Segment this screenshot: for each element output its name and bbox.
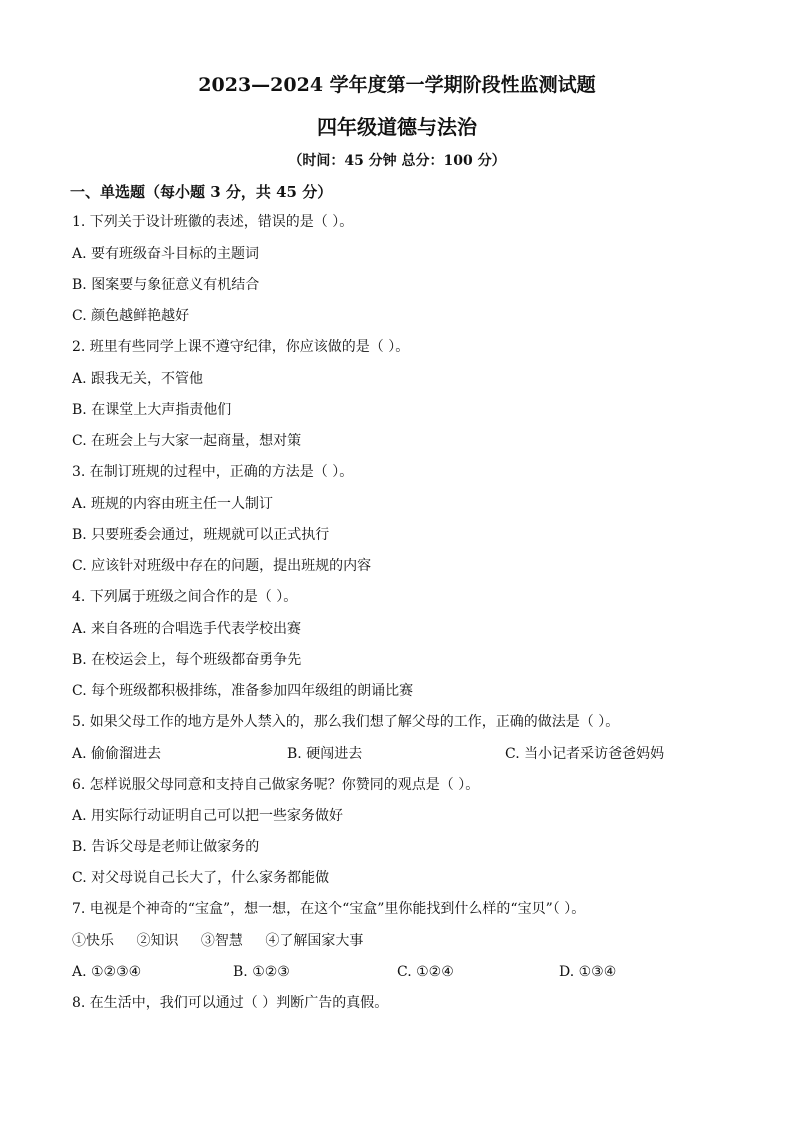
question-4-stem: 4. 下列属于班级之间合作的是（ ）。 (72, 589, 298, 605)
question-7-item-1: ①快乐 (72, 933, 114, 949)
section-heading-single-choice: 一、单选题（每小题 3 分，共 45 分） (70, 183, 333, 201)
question-1-stem: 1. 下列关于设计班徽的表述，错误的是（ ）。 (72, 214, 354, 230)
question-7-option-c: C. ①②④ (397, 964, 454, 980)
exam-info: （时间：45 分钟 总分：100 分） (288, 153, 506, 169)
question-3-stem: 3. 在制订班规的过程中，正确的方法是（ ）。 (72, 464, 354, 480)
question-6-stem: 6. 怎样说服父母同意和支持自己做家务呢？你赞同的观点是（ ）。 (72, 777, 480, 793)
question-6-option-c: C. 对父母说自己长大了，什么家务都能做 (72, 870, 330, 886)
question-4-option-b: B. 在校运会上，每个班级都奋勇争先 (72, 652, 302, 668)
question-7-option-b: B. ①②③ (233, 964, 290, 980)
exam-title: 2023—2024 学年度第一学期阶段性监测试题 (198, 74, 596, 96)
question-1-option-c: C. 颜色越鲜艳越好 (72, 308, 190, 324)
question-5-option-b: B. 硬闯进去 (287, 746, 363, 762)
question-7-option-a: A. ①②③④ (72, 964, 142, 980)
question-8-stem: 8. 在生活中，我们可以通过（ ）判断广告的真假。 (72, 995, 389, 1011)
question-2-stem: 2. 班里有些同学上课不遵守纪律，你应该做的是（ ）。 (72, 339, 410, 355)
question-1-option-b: B. 图案要与象征意义有机结合 (72, 277, 260, 293)
question-3-option-c: C. 应该针对班级中存在的问题，提出班规的内容 (72, 558, 372, 574)
question-4-option-a: A. 来自各班的合唱选手代表学校出赛 (72, 621, 302, 637)
question-6-option-a: A. 用实际行动证明自己可以把一些家务做好 (72, 808, 344, 824)
question-5-stem: 5. 如果父母工作的地方是外人禁入的，那么我们想了解父母的工作，正确的做法是（ ）。 (72, 714, 620, 730)
question-4-option-c: C. 每个班级都积极排练，准备参加四年级组的朗诵比赛 (72, 683, 414, 699)
question-5-option-a: A. 偷偷溜进去 (72, 746, 162, 762)
question-2-option-c: C. 在班会上与大家一起商量，想对策 (72, 433, 302, 449)
question-3-option-b: B. 只要班委会通过，班规就可以正式执行 (72, 527, 330, 543)
exam-subject: 四年级道德与法治 (317, 115, 477, 139)
question-7-option-d: D. ①③④ (559, 964, 617, 980)
question-7-item-3: ③智慧 (200, 933, 243, 949)
question-2-option-a: A. 跟我无关，不管他 (72, 371, 204, 387)
question-7-item-4: ④了解国家大事 (265, 933, 364, 949)
question-5-option-c: C. 当小记者采访爸爸妈妈 (505, 746, 665, 762)
question-7-stem: 7. 电视是个神奇的“宝盒”，想一想，在这个“宝盒”里你能找到什么样的“宝贝”（ ）。 (72, 901, 586, 917)
question-1-option-a: A. 要有班级奋斗目标的主题词 (72, 246, 260, 262)
question-6-option-b: B. 告诉父母是老师让做家务的 (72, 839, 260, 855)
question-7-items (72, 932, 381, 950)
question-2-option-b: B. 在课堂上大声指责他们 (72, 402, 232, 418)
question-7-item-2: ②知识 (136, 933, 179, 949)
question-3-option-a: A. 班规的内容由班主任一人制订 (72, 496, 274, 512)
